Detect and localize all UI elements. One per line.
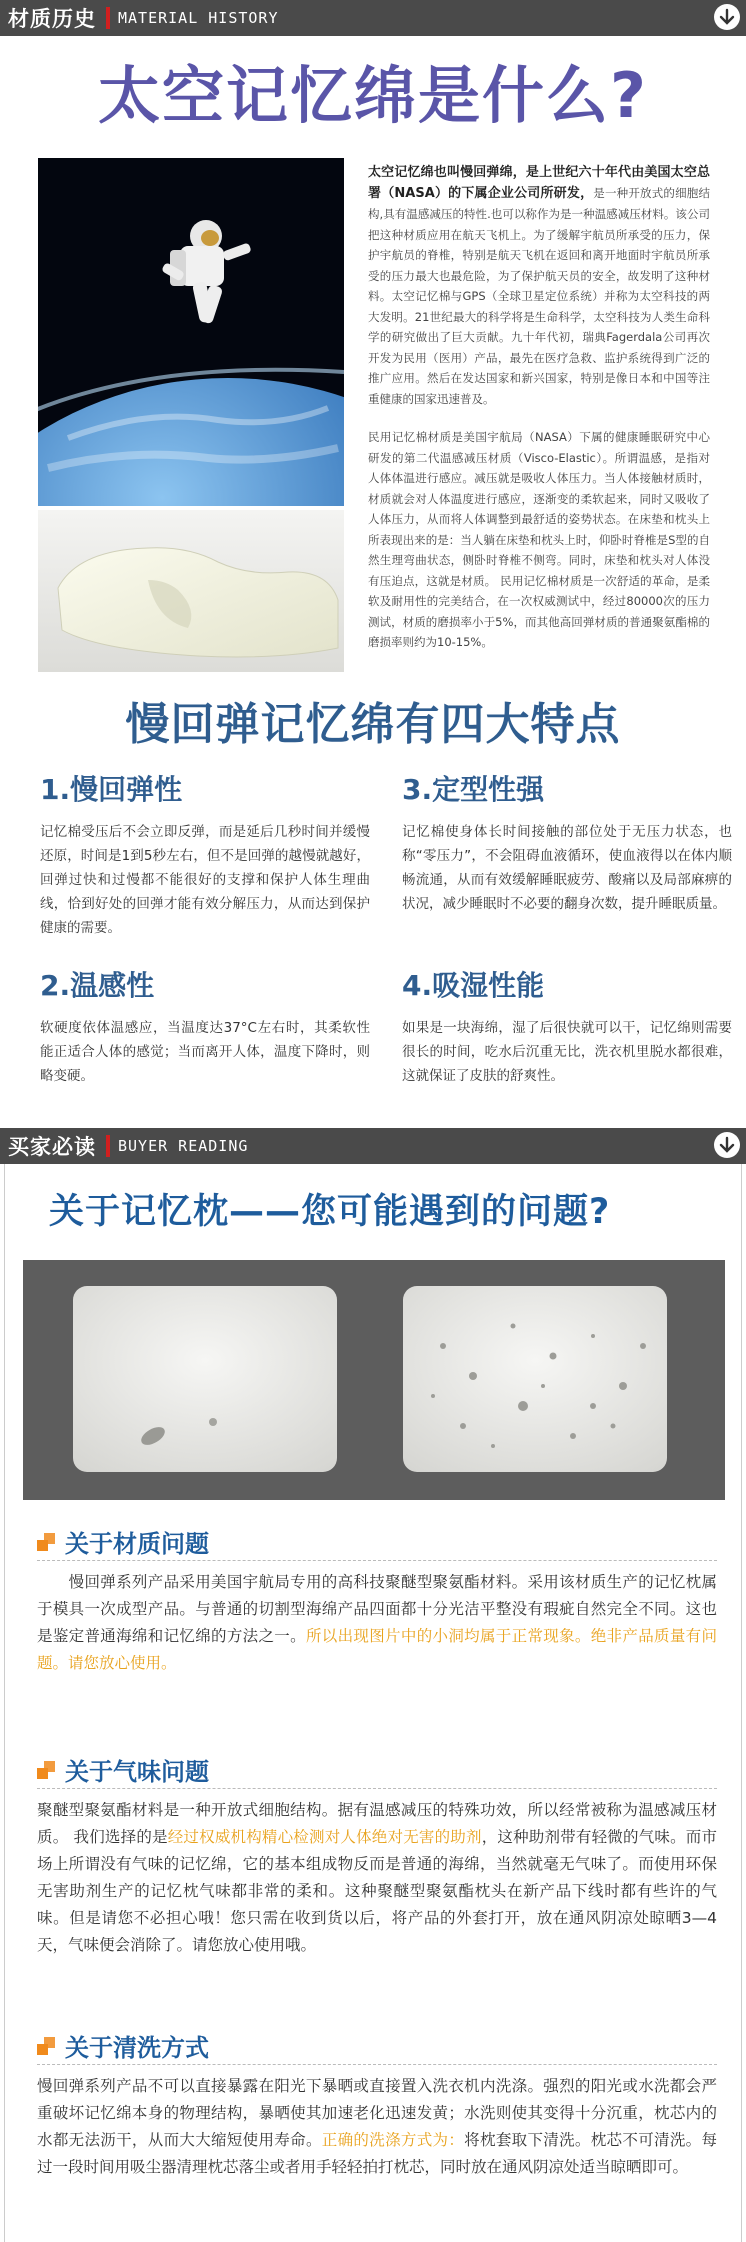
bullet-squares-icon — [37, 1759, 57, 1779]
section-title-en: BUYER READING — [118, 1137, 249, 1155]
memory-pillow-image — [38, 510, 344, 672]
intro-section — [0, 148, 746, 688]
feature-desc: 如果是一块海绵，湿了后很快就可以干，记忆绵则需要很长的时间，吃水后沉重无比，洗衣机里脱水都很难，这就保证了皮肤的舒爽性。 — [402, 1020, 732, 1084]
bullet-squares-icon — [37, 1531, 57, 1551]
feature-moisture — [402, 962, 732, 1088]
feature-desc: 软硬度依体温感应，当温度达37°C左右时，其柔软性能正适合人体的感觉；当而离开人体，温度下降时，则略变硬。 — [40, 1020, 370, 1084]
section-heading: 关于气味问题 — [65, 1757, 209, 1786]
material-history-header — [0, 0, 746, 36]
body-text: 慢回弹系列产品不可以直接暴露在阳光下暴晒或直接置入洗衣机内洗涤。强烈的阳光或水洗都会严重破坏记忆绵本身的物理结构，暴晒使其加速老化迅速发黄；水洗则使其变得十分沉重，枕芯内的水都无法沥干，从而大大缩短使用寿命。 — [37, 2077, 717, 2149]
material-issue-section — [37, 1522, 717, 1677]
feature-title: 4.吸湿性能 — [402, 969, 545, 1002]
question-title: 关于记忆枕——您可能遇到的问题? — [49, 1192, 611, 1232]
cleaning-section — [37, 2026, 717, 2181]
highlight-text: 正确的洗涤方式为： — [321, 2131, 465, 2149]
header-divider — [106, 7, 110, 29]
astronaut-space-image — [38, 158, 344, 506]
buyer-reading-header — [0, 1128, 746, 1164]
arrow-down-icon — [717, 7, 737, 27]
section-title-cn: 材质历史 — [8, 7, 96, 31]
feature-desc: 记忆棉使身体长时间接触的部位处于无压力状态，也称“零压力”，不会阻碍血液循环，使血液得以在体内顺畅流通，从而有效缓解睡眠疲劳、酸痛以及局部麻痹的状况，减少睡眠时不必要的翻身次数，提升睡眠质量。 — [402, 824, 732, 912]
highlight-text: 所以出现图片中的小洞均属于正常现象。绝非产品质量有问题。请您放心使用。 — [37, 1627, 717, 1672]
features-grid — [0, 762, 746, 1172]
foam-sample-image-right — [403, 1286, 667, 1472]
section-title-en: MATERIAL HISTORY — [118, 9, 279, 27]
feature-title: 1.慢回弹性 — [40, 773, 183, 806]
intro-paragraph-1: 是一种开放式的细胞结构,具有温感减压的特性.也可以称作为是一种温感减压材料。该公司把这种材质应用在航天飞机上。为了缓解宇航员所承受的压力，保护宇航员的脊椎，特别是航天飞机在返回和离开地面时宇航员所承受的压力最大也最危险，为了保护航天员的安全，故发明了这种材料。太空记忆棉与GPS（全球卫星定位系统）并称为太空科技的两大发明。21世纪最大的科学将是生命科学，太空科技为人类生命科学的研究做出了巨大贡献。九十年代初，瑞典Fagerdala公司再次开发为民用（医用）产品，最先在医疗急救、监护系统得到广泛的推广应用。然后在发达国家和新兴国家，特别是像日本和中国等注重健康的国家迅速普及。 — [368, 186, 710, 406]
section-heading: 关于清洗方式 — [65, 2033, 209, 2062]
section-body — [37, 2073, 717, 2181]
foam-sample-image-left — [73, 1286, 337, 1472]
body-text: 慢回弹系列产品采用美国宇航局专用的高科技聚醚型聚氨酯材料。采用该材质生产的记忆枕属于模具一次成型产品。与普通的切割型海绵产品四面都十分光洁平整没有瑕疵自然完全不同。这也是鉴定普通海绵和记忆绵的方法之一。 — [37, 1573, 717, 1645]
section-title-cn: 买家必读 — [8, 1135, 96, 1159]
intro-paragraph-2: 民用记忆棉材质是美国宇航局（NASA）下属的健康睡眠研究中心研发的第二代温感减压材质（Visco-Elastic）。所谓温感，是指对人体体温进行感应。减压就是吸收人体压力。当人体接触材质时，材质就会对人体温度进行感应，逐渐变的柔软起来，同时又吸收了人体压力，从而将人体调整到最舒适的姿势状态。在床垫和枕头上所表现出来的是：当人躺在床垫和枕头上时，仰卧时脊椎是S型的自然生理弯曲状态，侧卧时脊椎不侧弯。同时，床垫和枕头对人体没有压迫点，这就是材质。 民用记忆棉材质是一次舒适的革命，是柔软及耐用性的完美结合，在一次权威测试中，经过80000次的压力测试，材质的磨损率小于5%，而其他高回弹材质的普通聚氨酯棉的磨损率则约为10-15%。 — [368, 430, 710, 649]
feature-temperature — [40, 962, 370, 1088]
intro-text — [368, 162, 710, 671]
scroll-down-button[interactable] — [714, 1132, 740, 1158]
feature-slow-rebound — [40, 766, 370, 940]
feature-title: 2.温感性 — [40, 969, 155, 1002]
feature-title: 3.定型性强 — [402, 773, 545, 806]
header-divider — [106, 1135, 110, 1157]
bullet-squares-icon — [37, 2035, 57, 2055]
foam-photos — [23, 1260, 725, 1500]
section-body — [37, 1797, 717, 1959]
feature-desc: 记忆棉受压后不会立即反弹，而是延后几秒时间并缓慢还原，时间是1到5秒左右，但不是回弹的越慢就越好，回弹过快和过慢都不能很好的支撑和保护人体生理曲线，恰到好处的回弹才能有效分解压力，从而达到保护健康的需要。 — [40, 824, 370, 936]
intro-lead: 太空记忆绵也叫慢回弹绵，是上世纪六十年代由美国太空总署（NASA）的下属企业公司所研发， — [368, 165, 710, 201]
features-title: 慢回弹记忆绵有四大特点 — [125, 699, 621, 750]
section-heading: 关于材质问题 — [65, 1529, 209, 1558]
scroll-down-button[interactable] — [714, 4, 740, 30]
body-text: 将枕套取下清洗。枕芯不可清洗。每过一段时间用吸尘器清理枕芯落尘或者用手轻轻拍打枕芯，同时放在通风阴凉处适当晾晒即可。 — [37, 2131, 717, 2176]
page-title: 太空记忆绵是什么? — [98, 59, 648, 132]
section-body — [37, 1569, 717, 1677]
arrow-down-icon — [717, 1135, 737, 1155]
body-text: ，这种助剂带有轻微的气味。而市场上所谓没有气味的记忆绵，它的基本组成物反而是普通的海绵，当然就毫无气味了。而使用环保无害助剂生产的记忆枕气味都非常的柔和。这种聚醚型聚氨酯枕头在新产品下线时都有些许的气味。但是请您不必担心哦！您只需在收到货以后，将产品的外套打开，放在通风阴凉处晾晒3—4天，气味便会消除了。请您放心使用哦。 — [37, 1828, 717, 1954]
feature-shaping — [402, 766, 732, 916]
buyer-reading-section — [0, 1164, 746, 2242]
body-text: 聚醚型聚氨酯材料是一种开放式细胞结构。据有温感减压的特殊功效，所以经常被称为温感减压材质。 我们选择的是 — [37, 1801, 717, 1846]
highlight-text: 经过权威机构精心检测对人体绝对无害的助剂 — [167, 1828, 482, 1846]
odor-issue-section — [37, 1750, 717, 1959]
